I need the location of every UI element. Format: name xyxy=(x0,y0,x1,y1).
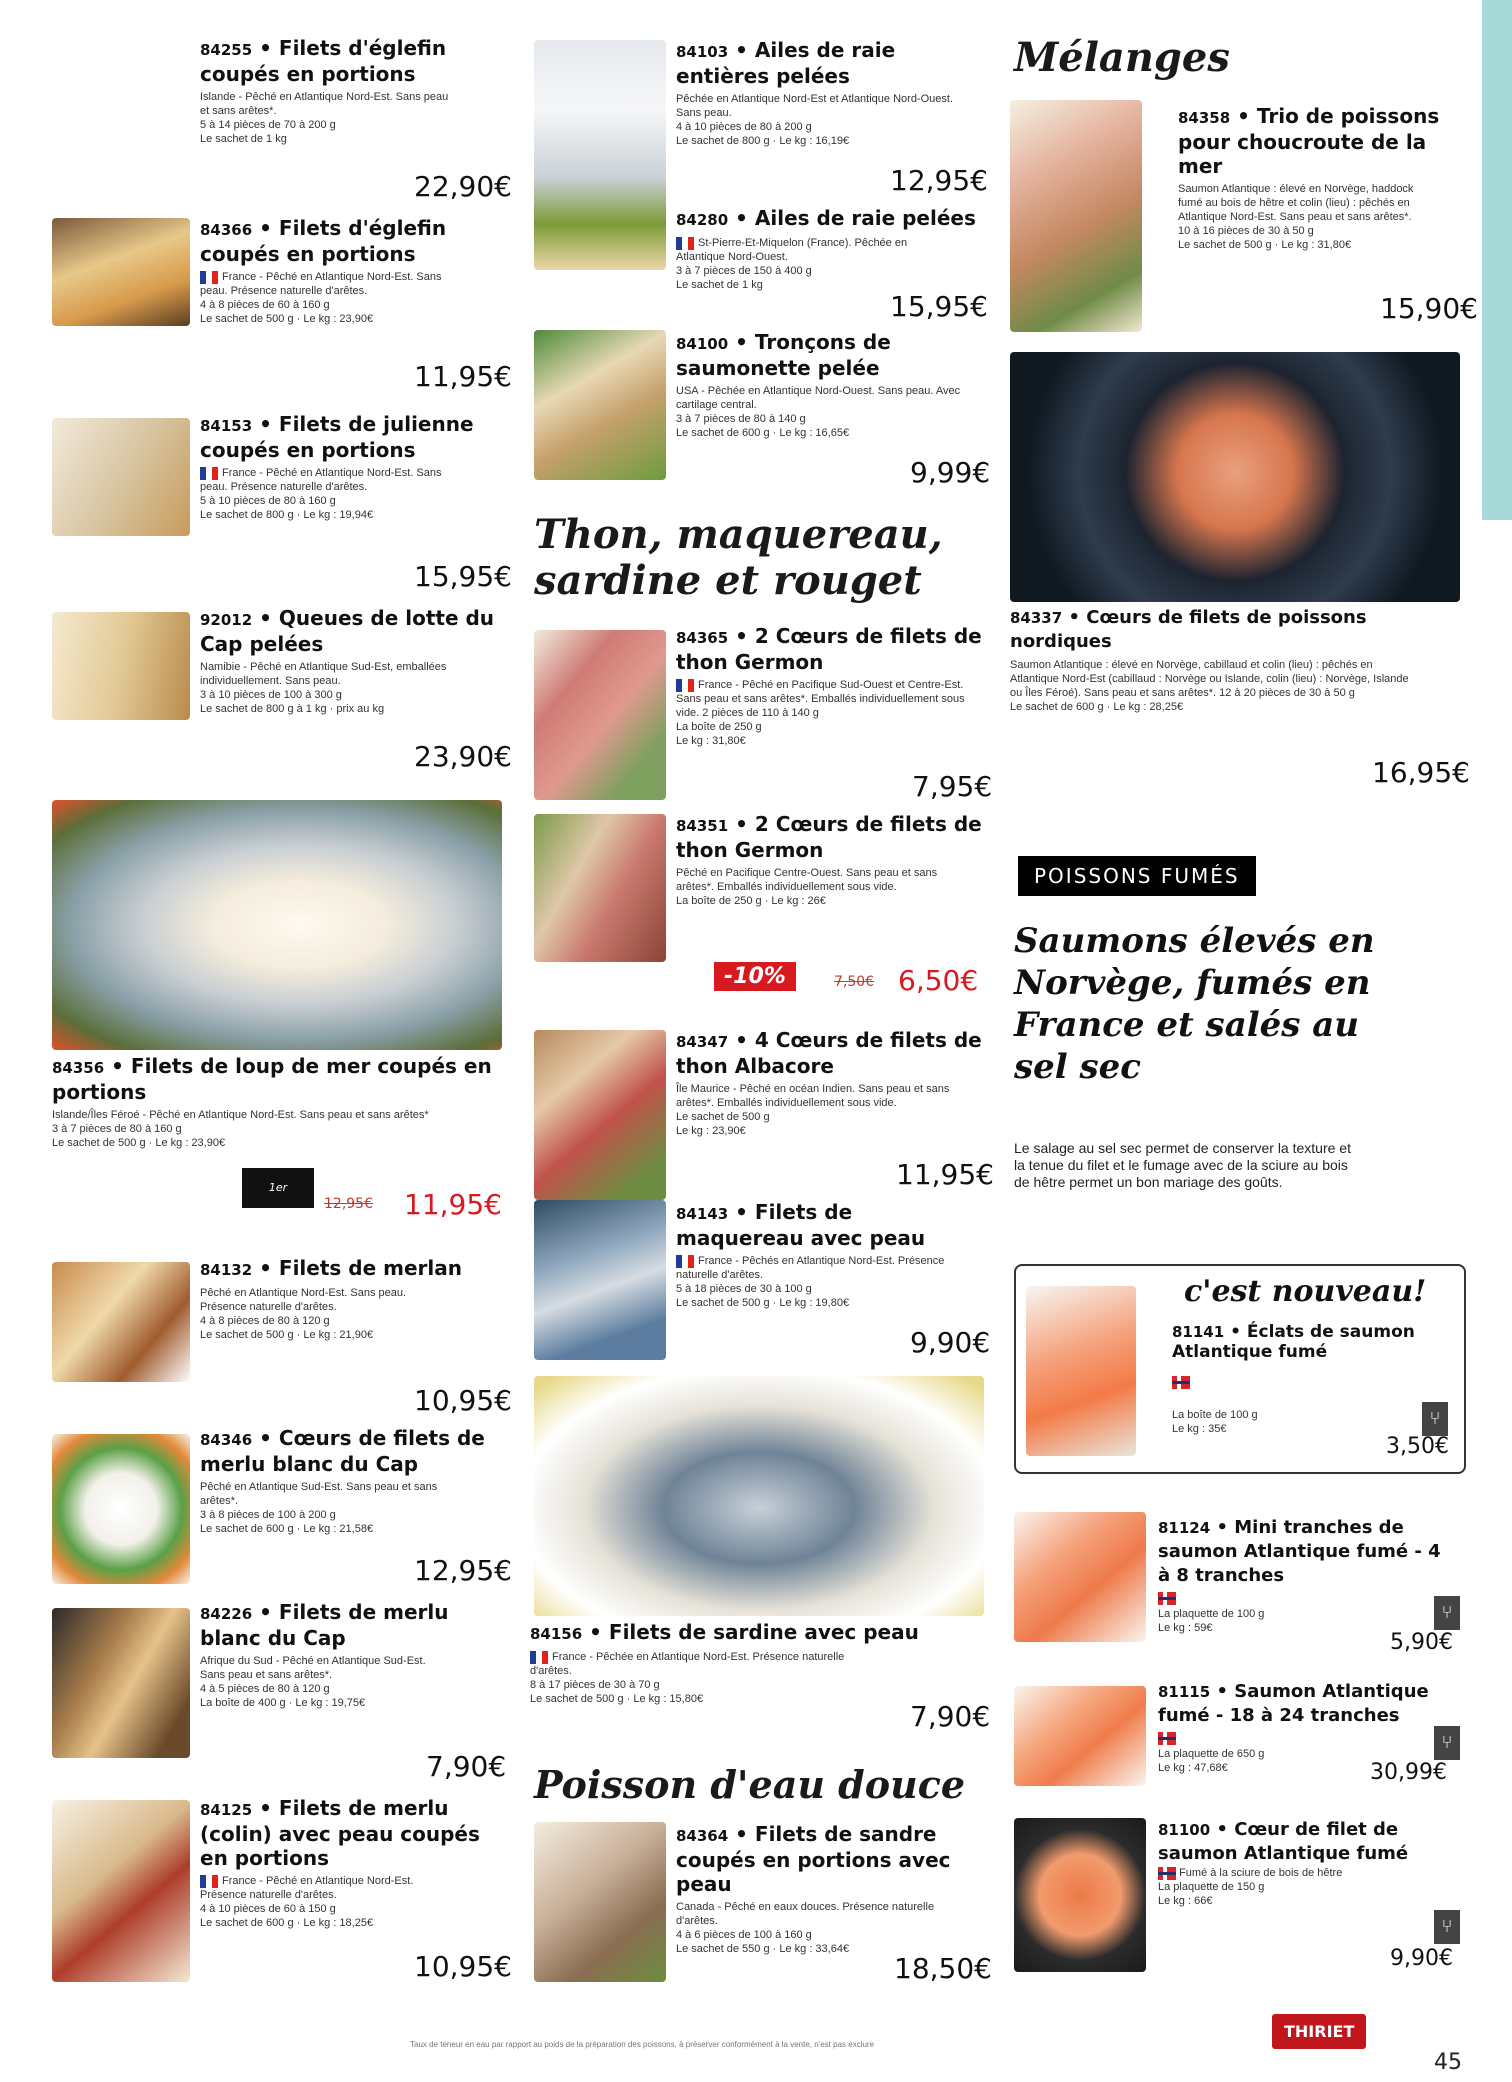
product-code: 84364 xyxy=(676,1827,729,1845)
product-code: 84356 xyxy=(52,1059,105,1077)
product-photo xyxy=(52,1608,190,1758)
section-heading: Mélanges xyxy=(1014,34,1230,81)
product-title: 4 Cœurs de filets de thon Albacore xyxy=(676,1028,982,1078)
product-code: 84365 xyxy=(676,629,729,647)
product-title: Cœur de filet de saumon Atlantique fumé xyxy=(1158,1819,1409,1864)
product-desc-text: France - Pêchés en Atlantique Nord-Est. Présence naturelle d'arêtes. xyxy=(676,1255,945,1281)
product-item: 84366 • Filets d'églefin coupés en portions France - Pêché en Atlantique Nord-Est. Sans peau. Présence naturelle d'arêtes. 4 à 8 pièces de 60 à 160 g Le sachet de 500 g · Le kg : 23,90€ xyxy=(200,216,500,326)
product-photo xyxy=(1026,1286,1136,1456)
flag-norway-icon xyxy=(1172,1376,1190,1389)
product-title: 2 Cœurs de filets de thon Germon xyxy=(676,624,982,674)
product-title: 2 Cœurs de filets de thon Germon xyxy=(676,812,982,862)
product-photo xyxy=(52,1800,190,1982)
product-price: 10,95€ xyxy=(414,1384,512,1417)
product-price: 10,95€ xyxy=(414,1950,512,1983)
product-price: 5,90€ xyxy=(1390,1630,1453,1655)
product-desc: Afrique du Sud - Pêché en Atlantique Sud-Est. Sans peau et sans arêtes*. xyxy=(200,1655,426,1681)
product-desc-text: France - Pêché en Atlantique Nord-Est. Présence naturelle d'arêtes. xyxy=(200,1875,414,1901)
product-desc-text: France - Pêché en Atlantique Nord-Est. Sans peau. Présence naturelle d'arêtes. xyxy=(200,271,442,297)
product-price: 15,95€ xyxy=(890,290,988,323)
product-photo xyxy=(534,40,666,270)
product-code: 84143 xyxy=(676,1205,729,1223)
product-item: 84103 • Ailes de raie entières pelées Pêchée en Atlantique Nord-Est et Atlantique Nord-Ouest. Sans peau. 4 à 10 pièces de 80 à 200 g Le sachet de 800 g · Le kg : 16,19€ xyxy=(676,38,986,148)
product-price: 16,95€ xyxy=(1372,756,1470,789)
flag-france-icon xyxy=(200,271,218,284)
page-number: 45 xyxy=(1434,2050,1462,2075)
product-code: 84100 xyxy=(676,335,729,353)
product-detail: 4 à 10 pièces de 80 à 200 g xyxy=(676,121,812,133)
product-item: 84280 • Ailes de raie pelées St-Pierre-Et-Miquelon (France). Pêchée en Atlantique Nord-Ouest. 3 à 7 pièces de 150 à 400 g Le sachet de 1 kg xyxy=(676,206,986,292)
product-title: Filets d'églefin coupés en portions xyxy=(200,36,447,86)
product-price: 7,90€ xyxy=(910,1700,991,1733)
new-product-box xyxy=(1014,1264,1466,1474)
product-item: 92012 • Queues de lotte du Cap pelées Namibie - Pêché en Atlantique Sud-Est, emballées individuellement. Sans peau. 3 à 10 pièces de 100 à 300 g Le sachet de 800 g à 1 kg · prix au kg xyxy=(200,606,500,716)
product-detail: 3 à 7 pièces de 80 à 140 g xyxy=(676,413,806,425)
product-desc xyxy=(200,270,450,298)
product-detail: Le sachet de 500 g · Le kg : 31,80€ xyxy=(1178,239,1352,251)
product-title: Filets de julienne coupés en portions xyxy=(200,412,474,462)
fork-knife-icon: ⑂ xyxy=(1434,1726,1460,1760)
product-photo xyxy=(534,1200,666,1360)
product-detail: Le sachet de 600 g · Le kg : 28,25€ xyxy=(1010,701,1184,713)
product-title: Filets de loup de mer coupés en portions xyxy=(52,1054,492,1104)
product-detail: Le kg : 66€ xyxy=(1158,1895,1213,1907)
product-detail: Le sachet de 500 g xyxy=(676,1111,770,1123)
product-item: 84255 • Filets d'églefin coupés en portions Islande - Pêché en Atlantique Nord-Est. Sans peau et sans arêtes*. 5 à 14 pièces de 70 à 200 g Le sachet de 1 kg xyxy=(200,36,500,146)
product-title: Éclats de saumon Atlantique fumé xyxy=(1172,1322,1415,1362)
product-price: 22,90€ xyxy=(414,170,512,203)
product-detail: La boîte de 100 g xyxy=(1172,1409,1258,1421)
flag-france-icon xyxy=(200,1875,218,1888)
product-photo xyxy=(52,612,190,720)
product-title: Filets de merlu blanc du Cap xyxy=(200,1600,449,1650)
product-price: 11,95€ xyxy=(404,1188,502,1221)
product-title: Cœurs de filets de poissons nordiques xyxy=(1010,607,1367,652)
product-code: 81100 xyxy=(1158,1821,1211,1839)
product-item: 84358 • Trio de poissons pour choucroute de la mer Saumon Atlantique : élevé en Norvège, haddock fumé au bois de hêtre et colin (lieu) : pêchés en Atlantique Nord-Est. Sans peau et sans arêtes*. 10 à 16 pièces de 30 à 50 g Le sachet de 500 g · Le kg : 31,80€ xyxy=(1178,104,1468,252)
product-title: Cœurs de filets de merlu blanc du Cap xyxy=(200,1426,485,1476)
product-item: 81115 • Saumon Atlantique fumé - 18 à 24 tranches La plaquette de 650 g Le kg : 47,68€ xyxy=(1158,1680,1458,1775)
product-item: 81141 • Éclats de saumon Atlantique fumé xyxy=(1172,1322,1415,1362)
category-badge: POISSONS FUMÉS xyxy=(1018,856,1256,896)
product-code: 84156 xyxy=(530,1625,583,1643)
product-item: 84100 • Tronçons de saumonette pelée USA - Pêchée en Atlantique Nord-Ouest. Sans peau. Avec cartilage central. 3 à 7 pièces de 80 à 140 g Le sachet de 600 g · Le kg : 16,65€ xyxy=(676,330,986,440)
fork-knife-icon: ⑂ xyxy=(1422,1402,1448,1436)
product-title: Trio de poissons pour choucroute de la mer xyxy=(1178,104,1440,178)
product-detail: La plaquette de 650 g xyxy=(1158,1748,1265,1760)
product-item: 81124 • Mini tranches de saumon Atlantique fumé - 4 à 8 tranches La plaquette de 100 g Le kg : 59€ xyxy=(1158,1516,1458,1635)
product-photo xyxy=(1010,352,1460,602)
product-item: 84337 • Cœurs de filets de poissons nordiques Saumon Atlantique : élevé en Norvège, cabillaud et colin (lieu) : pêchés en Atlantique Nord-Est (cabillaud : Norvège ou Islande, colin (lieu) : Norvège, Islande ou Îles Féroé). Sans peau et sans arêtes*. 12 à 20 pièces de 30 à 50 g Le sachet de 600 g · Le kg : 28,25€ xyxy=(1010,606,1466,714)
product-detail: La boîte de 250 g xyxy=(676,721,762,733)
product-detail: 3 à 10 pièces de 100 à 300 g xyxy=(200,689,342,701)
product-price: 7,95€ xyxy=(912,770,993,803)
product-price: 9,90€ xyxy=(910,1326,991,1359)
product-detail: La plaquette de 150 g xyxy=(1158,1881,1265,1893)
product-desc: Canada - Pêché en eaux douces. Présence naturelle d'arêtes. xyxy=(676,1901,935,1927)
discount-badge: -10% xyxy=(714,962,796,991)
flag-norway-icon xyxy=(1158,1592,1176,1605)
fork-knife-icon: ⑂ xyxy=(1434,1596,1460,1630)
product-code: 84366 xyxy=(200,221,253,239)
edge-tab xyxy=(1482,0,1512,520)
product-desc: Pêché en Pacifique Centre-Ouest. Sans peau et sans arêtes*. Emballés individuellement sous vide. xyxy=(676,867,938,893)
product-price: 12,95€ xyxy=(414,1554,512,1587)
flag-norway-icon xyxy=(1158,1867,1176,1880)
product-price: 15,90€ xyxy=(1380,292,1478,325)
product-detail: Le sachet de 600 g · Le kg : 18,25€ xyxy=(200,1917,374,1929)
product-detail: Le sachet de 500 g · Le kg : 23,90€ xyxy=(52,1137,226,1149)
product-code: 81115 xyxy=(1158,1683,1211,1701)
product-photo xyxy=(52,1262,190,1382)
product-item: 84351 • 2 Cœurs de filets de thon Germon Pêché en Pacifique Centre-Ouest. Sans peau et sans arêtes*. Emballés individuellement sous vide. La boîte de 250 g · Le kg : 26€ xyxy=(676,812,986,908)
product-detail: Le sachet de 800 g · Le kg : 19,94€ xyxy=(200,509,374,521)
product-detail: 8 à 17 pièces de 30 à 70 g xyxy=(530,1679,660,1691)
old-price xyxy=(324,1196,373,1212)
product-item: 84347 • 4 Cœurs de filets de thon Albacore Île Maurice - Pêché en océan Indien. Sans peau et sans arêtes*. Emballés individuellement sous vide. Le sachet de 500 g Le kg : 23,90€ xyxy=(676,1028,986,1138)
product-price: 15,95€ xyxy=(414,560,512,593)
product-desc xyxy=(1158,1866,1458,1880)
product-code: 84351 xyxy=(676,817,729,835)
product-code: 84358 xyxy=(1178,109,1231,127)
product-detail: Le kg : 23,90€ xyxy=(676,1125,746,1137)
product-price: 9,90€ xyxy=(1390,1946,1453,1971)
footer-note: Taux de teneur en eau par rapport au poids de la préparation des poissons, à préserver conformément à la vente, n'est pas exclure xyxy=(410,2040,875,2049)
product-photo xyxy=(52,1434,190,1584)
flag-france-icon xyxy=(676,679,694,692)
product-desc: Islande - Pêché en Atlantique Nord-Est. Sans peau et sans arêtes*. xyxy=(200,91,449,117)
product-price: 23,90€ xyxy=(414,740,512,773)
product-photo xyxy=(534,1376,984,1616)
product-desc: Islande/Îles Féroé - Pêché en Atlantique Nord-Est. Sans peau et sans arêtes* xyxy=(52,1109,429,1121)
brand-logo: THIRIET xyxy=(1272,2014,1366,2049)
product-detail: 4 à 8 pièces de 80 à 120 g xyxy=(200,1315,330,1327)
product-desc: Saumon Atlantique : élevé en Norvège, haddock fumé au bois de hêtre et colin (lieu) : pêchés en Atlantique Nord-Est. Sans peau et sans arêtes*. xyxy=(1178,183,1414,223)
product-price: 30,99€ xyxy=(1370,1760,1447,1785)
section-heading: Saumons élevés en Norvège, fumés en France et salés au sel sec xyxy=(1014,921,1375,1087)
product-detail: 5 à 14 pièces de 70 à 200 g xyxy=(200,119,336,131)
product-detail: 4 à 5 pièces de 80 à 120 g xyxy=(200,1683,330,1695)
product-desc: Saumon Atlantique : élevé en Norvège, cabillaud et colin (lieu) : pêchés en Atlantique Nord-Est (cabillaud : Norvège ou Islande, colin (lieu) : Norvège, Islande ou Îles Féroé). Sans peau et sans arêtes*. 12 à 20 pièces de 30 à 50 g xyxy=(1010,659,1409,699)
product-detail: Le sachet de 1 kg xyxy=(676,279,763,291)
product-photo xyxy=(534,330,666,480)
product-desc-text: France - Pêchée en Atlantique Nord-Est. Présence naturelle d'arêtes. xyxy=(530,1651,845,1677)
flag-france-icon xyxy=(676,1255,694,1268)
product-code: 84132 xyxy=(200,1261,253,1279)
product-title: Filets de sandre coupés en portions avec peau xyxy=(676,1822,951,1896)
product-price: 9,99€ xyxy=(910,456,991,489)
product-title: Filets de sardine avec peau xyxy=(608,1620,919,1644)
product-price: 11,95€ xyxy=(414,360,512,393)
product-detail: Le sachet de 1 kg xyxy=(200,133,287,145)
product-desc: USA - Pêchée en Atlantique Nord-Ouest. Sans peau. Avec cartilage central. xyxy=(676,385,961,411)
product-price: 18,50€ xyxy=(894,1952,992,1985)
old-price: 7,50€ xyxy=(834,974,875,990)
product-detail: Le kg : 31,80€ xyxy=(676,735,746,747)
section-heading: Poisson d'eau douce xyxy=(534,1762,966,1807)
product-code: 84346 xyxy=(200,1431,253,1449)
product-detail: Le sachet de 600 g · Le kg : 21,58€ xyxy=(200,1523,374,1535)
product-detail: Le kg : 47,68€ xyxy=(1158,1762,1228,1774)
flag-norway-icon xyxy=(1158,1732,1176,1745)
product-photo xyxy=(534,1030,666,1200)
product-desc-text: St-Pierre-Et-Miquelon (France). Pêchée en Atlantique Nord-Ouest. xyxy=(676,237,908,263)
product-detail: Le sachet de 800 g · Le kg : 16,19€ xyxy=(676,135,850,147)
product-price: 3,50€ xyxy=(1386,1434,1449,1459)
product-photo xyxy=(534,1822,666,1982)
flag-france-icon xyxy=(530,1651,548,1664)
product-photo xyxy=(1014,1686,1146,1786)
product-detail: 3 à 8 pièces de 100 à 200 g xyxy=(200,1509,336,1521)
product-desc: Pêchée en Atlantique Nord-Est et Atlantique Nord-Ouest. Sans peau. xyxy=(676,93,953,119)
product-title: Ailes de raie pelées xyxy=(754,206,976,230)
product-price: 6,50€ xyxy=(898,964,979,997)
product-detail: 3 à 7 pièces de 80 à 160 g xyxy=(52,1123,182,1135)
product-photo xyxy=(52,218,190,326)
product-photo xyxy=(1014,1512,1146,1642)
product-desc-text: Fumé à la sciure de bois de hêtre xyxy=(1179,1867,1343,1879)
section-heading: Thon, maquereau, sardine et rouget xyxy=(534,511,943,604)
product-detail: Le sachet de 550 g · Le kg : 33,64€ xyxy=(676,1943,850,1955)
product-detail: Le sachet de 800 g à 1 kg · prix au kg xyxy=(200,703,385,715)
product-detail: 5 à 10 pièces de 80 à 160 g xyxy=(200,495,336,507)
product-code: 84337 xyxy=(1010,609,1063,627)
product-detail: Le sachet de 500 g · Le kg : 15,80€ xyxy=(530,1693,704,1705)
product-desc xyxy=(200,466,450,494)
product-title: Tronçons de saumonette pelée xyxy=(676,330,891,380)
product-photo xyxy=(52,38,190,146)
product-code: 92012 xyxy=(200,611,253,629)
product-detail: 4 à 6 pièces de 100 à 160 g xyxy=(676,1929,812,1941)
flag-france-icon xyxy=(676,237,694,250)
product-desc xyxy=(676,678,966,720)
product-price: 12,95€ xyxy=(890,164,988,197)
product-detail: La boîte de 250 g · Le kg : 26€ xyxy=(676,895,826,907)
product-title: Filets d'églefin coupés en portions xyxy=(200,216,447,266)
product-detail: Le kg : 59€ xyxy=(1158,1622,1213,1634)
product-desc xyxy=(530,1650,870,1678)
product-code: 81141 xyxy=(1172,1323,1225,1341)
product-price: 7,90€ xyxy=(426,1750,507,1783)
product-detail: Le sachet de 600 g · Le kg : 16,65€ xyxy=(676,427,850,439)
product-title: Filets de merlan xyxy=(278,1256,462,1280)
product-item: 84356 • Filets de loup de mer coupés en portions Islande/Îles Féroé - Pêché en Atlantique Nord-Est. Sans peau et sans arêtes* 3 à 7 pièces de 80 à 160 g Le sachet de 500 g · Le kg : 23,90€ xyxy=(52,1054,502,1150)
product-detail: Le sachet de 500 g · Le kg : 21,90€ xyxy=(200,1329,374,1341)
product-item: 84364 • Filets de sandre coupés en portions avec peau Canada - Pêché en eaux douces. Présence naturelle d'arêtes. 4 à 6 pièces de 100 à 160 g Le sachet de 550 g · Le kg : 33,64€ xyxy=(676,1822,996,1956)
product-desc: Pêché en Atlantique Sud-Est. Sans peau et sans arêtes*. xyxy=(200,1481,438,1507)
product-detail: La boîte de 400 g · Le kg : 19,75€ xyxy=(200,1697,366,1709)
fork-knife-icon: ⑂ xyxy=(1434,1910,1460,1944)
product-title: Filets de merlu (colin) avec peau coupés en portions xyxy=(200,1796,480,1870)
product-desc-text: France - Pêché en Pacifique Sud-Ouest et Centre-Est. Sans peau et sans arêtes*. Emballés individuellement sous vide. 2 pièces de 110 à 140 g xyxy=(676,679,965,719)
product-desc: Île Maurice - Pêché en océan Indien. Sans peau et sans arêtes*. Emballés individuellement sous vide. xyxy=(676,1083,950,1109)
new-label: c'est nouveau! xyxy=(1184,1274,1427,1309)
number-one-badge: 1er xyxy=(242,1168,314,1208)
product-item: 81100 • Cœur de filet de saumon Atlantique fumé Fumé à la sciure de bois de hêtre La plaquette de 150 g Le kg : 66€ xyxy=(1158,1818,1458,1908)
product-desc xyxy=(200,1874,450,1902)
product-detail: La plaquette de 100 g xyxy=(1158,1608,1265,1620)
product-code: 84280 xyxy=(676,211,729,229)
product-item: 84153 • Filets de julienne coupés en portions France - Pêché en Atlantique Nord-Est. Sans peau. Présence naturelle d'arêtes. 5 à 10 pièces de 80 à 160 g Le sachet de 800 g · Le kg : 19,94€ xyxy=(200,412,500,522)
product-code: 84153 xyxy=(200,417,253,435)
product-detail: Le kg : 35€ xyxy=(1172,1423,1227,1435)
product-item: 84156 • Filets de sardine avec peau France - Pêchée en Atlantique Nord-Est. Présence naturelle d'arêtes. 8 à 17 pièces de 30 à 70 g Le sachet de 500 g · Le kg : 15,80€ xyxy=(530,1620,990,1706)
product-detail: 3 à 7 pièces de 150 à 400 g xyxy=(676,265,812,277)
product-item: 84125 • Filets de merlu (colin) avec peau coupés en portions France - Pêché en Atlantique Nord-Est. Présence naturelle d'arêtes. 4 à 10 pièces de 60 à 150 g Le sachet de 600 g · Le kg : 18,25€ xyxy=(200,1796,500,1930)
product-detail: Le sachet de 500 g · Le kg : 23,90€ xyxy=(200,313,374,325)
product-photo xyxy=(534,814,666,962)
product-desc: Namibie - Pêché en Atlantique Sud-Est, emballées individuellement. Sans peau. xyxy=(200,661,447,687)
product-photo xyxy=(1010,100,1142,332)
product-code: 84347 xyxy=(676,1033,729,1051)
product-item: 84346 • Cœurs de filets de merlu blanc du Cap Pêché en Atlantique Sud-Est. Sans peau et sans arêtes*. 3 à 8 pièces de 100 à 200 g Le sachet de 600 g · Le kg : 21,58€ xyxy=(200,1426,500,1536)
product-photo xyxy=(52,418,190,536)
product-desc: Pêché en Atlantique Nord-Est. Sans peau. Présence naturelle d'arêtes. xyxy=(200,1287,407,1313)
product-code: 84125 xyxy=(200,1801,253,1819)
product-title: Filets de maquereau avec peau xyxy=(676,1200,926,1250)
product-title: Queues de lotte du Cap pelées xyxy=(200,606,495,656)
product-photo xyxy=(52,800,502,1050)
product-code: 84103 xyxy=(676,43,729,61)
product-item: 84365 • 2 Cœurs de filets de thon Germon France - Pêché en Pacifique Sud-Ouest et Centre-Est. Sans peau et sans arêtes*. Emballés individuellement sous vide. 2 pièces de 110 à 140 g La boîte de 250 g Le kg : 31,80€ xyxy=(676,624,986,748)
product-item: 84226 • Filets de merlu blanc du Cap Afrique du Sud - Pêché en Atlantique Sud-Est. Sans peau et sans arêtes*. 4 à 5 pièces de 80 à 120 g La boîte de 400 g · Le kg : 19,75€ xyxy=(200,1600,500,1710)
product-desc xyxy=(676,236,936,264)
product-photo xyxy=(1014,1818,1146,1972)
flag-france-icon xyxy=(200,467,218,480)
product-title: Saumon Atlantique fumé - 18 à 24 tranches xyxy=(1158,1681,1429,1726)
product-price: 11,95€ xyxy=(896,1158,994,1191)
product-detail: 4 à 10 pièces de 60 à 150 g xyxy=(200,1903,336,1915)
product-title: Mini tranches de saumon Atlantique fumé - 4 à 8 tranches xyxy=(1158,1517,1441,1586)
product-detail: 10 à 16 pièces de 30 à 50 g xyxy=(1178,225,1314,237)
product-detail: 4 à 8 pièces de 60 à 160 g xyxy=(200,299,330,311)
product-detail: Le sachet de 500 g · Le kg : 19,80€ xyxy=(676,1297,850,1309)
intro-text: Le salage au sel sec permet de conserver la texture et la tenue du filet et le fumage avec de la sciure au bois de hêtre permet un bon mariage des goûts. xyxy=(1014,1140,1351,1190)
product-code: 81124 xyxy=(1158,1519,1211,1537)
product-detail: 5 à 18 pièces de 30 à 100 g xyxy=(676,1283,812,1295)
product-item: 84132 • Filets de merlan Pêché en Atlantique Nord-Est. Sans peau. Présence naturelle d'arêtes. 4 à 8 pièces de 80 à 120 g Le sachet de 500 g · Le kg : 21,90€ xyxy=(200,1256,500,1342)
old-price-text: 12,95€ xyxy=(324,1196,373,1212)
product-title: Ailes de raie entières pelées xyxy=(676,38,896,88)
product-code: 84255 xyxy=(200,41,253,59)
product-photo xyxy=(534,630,666,800)
product-item: 84143 • Filets de maquereau avec peau France - Pêchés en Atlantique Nord-Est. Présence naturelle d'arêtes. 5 à 18 pièces de 30 à 100 g Le sachet de 500 g · Le kg : 19,80€ xyxy=(676,1200,986,1310)
product-code: 84226 xyxy=(200,1605,253,1623)
product-desc-text: France - Pêché en Atlantique Nord-Est. Sans peau. Présence naturelle d'arêtes. xyxy=(200,467,442,493)
product-desc xyxy=(676,1254,966,1282)
